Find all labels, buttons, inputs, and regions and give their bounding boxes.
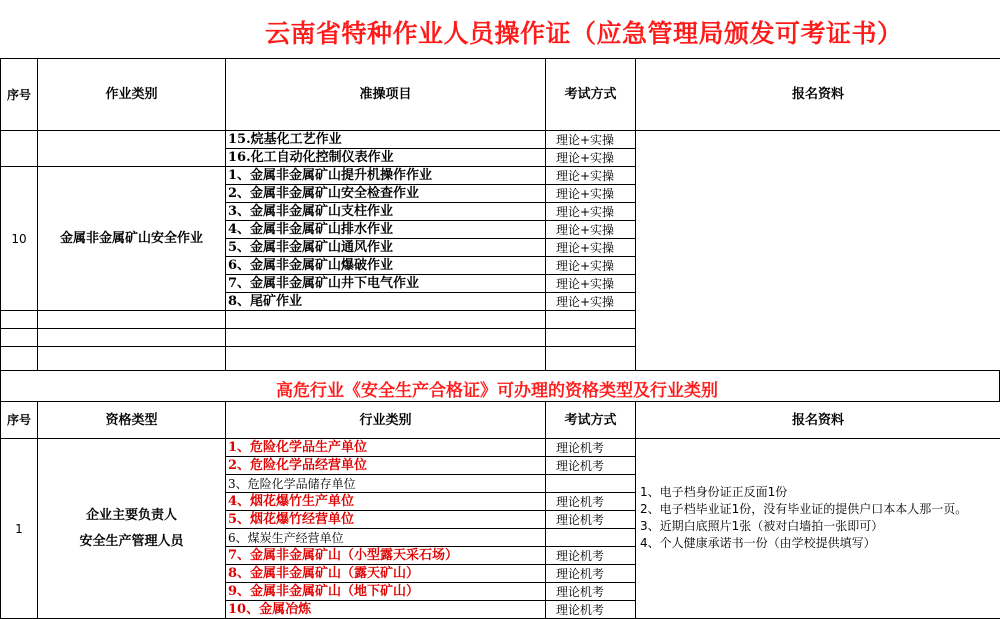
col-header-qualification: 资格类型 [38,402,226,439]
industry-cell: 5、烟花爆竹经营单位 [226,511,546,529]
project-cell: 8、尾矿作业 [226,293,546,311]
method-cell: 理论+实操 [546,257,636,275]
safety-cert-table [0,401,1000,619]
industry-cell: 3、危险化学品储存单位 [226,475,546,493]
col-header-project: 准操项目 [226,59,546,131]
material-item: 1、电子档身份证正反面1份 [640,484,1000,501]
category-cell: 金属非金属矿山安全作业 [38,167,226,311]
col-header-materials: 报名资料 [636,402,1000,439]
project-cell: 1、金属非金属矿山提升机操作作业 [226,167,546,185]
qualification-cell [38,439,226,619]
method-cell: 理论机考 [546,439,636,457]
industry-cell: 1、危险化学品生产单位 [226,439,546,457]
project-cell: 15.烷基化工艺作业 [226,131,546,149]
row-number: 1 [1,439,38,619]
industry-cell: 9、金属非金属矿山（地下矿山） [226,583,546,601]
col-header-industry: 行业类别 [226,402,546,439]
section-title: 高危行业《安全生产合格证》可办理的资格类型及行业类别 [276,376,718,401]
project-cell: 16.化工自动化控制仪表作业 [226,149,546,167]
project-cell: 2、金属非金属矿山安全检查作业 [226,185,546,203]
project-cell: 7、金属非金属矿山井下电气作业 [226,275,546,293]
page-title: 云南省特种作业人员操作证（应急管理局颁发可考证书） [265,14,903,50]
method-cell: 理论+实操 [546,167,636,185]
method-cell: 理论机考 [546,493,636,511]
materials-cell [636,131,1000,371]
section-title-bar [0,370,1000,401]
qualification-line: 企业主要负责人 [38,503,225,529]
method-cell [546,529,636,547]
col-header-method: 考试方式 [546,59,636,131]
project-cell: 3、金属非金属矿山支柱作业 [226,203,546,221]
table-row [1,439,1000,457]
method-cell: 理论机考 [546,547,636,565]
method-cell: 理论+实操 [546,185,636,203]
table-header-row [1,59,1000,131]
page-title-bar [0,0,1000,58]
qualification-line: 安全生产管理人员 [38,529,225,555]
method-cell: 理论+实操 [546,203,636,221]
method-cell: 理论机考 [546,565,636,583]
materials-cell [636,439,1000,619]
project-cell: 4、金属非金属矿山排水作业 [226,221,546,239]
project-cell: 5、金属非金属矿山通风作业 [226,239,546,257]
material-item: 4、个人健康承诺书一份（由学校提供填写） [640,535,1000,552]
industry-cell: 4、烟花爆竹生产单位 [226,493,546,511]
table-header-row [1,402,1000,439]
special-ops-table [0,58,1000,371]
method-cell: 理论+实操 [546,293,636,311]
method-cell: 理论机考 [546,601,636,619]
method-cell: 理论+实操 [546,221,636,239]
project-cell: 6、金属非金属矿山爆破作业 [226,257,546,275]
method-cell [546,475,636,493]
industry-cell: 10、金属冶炼 [226,601,546,619]
table-row [1,131,1000,149]
material-item: 3、近期白底照片1张（被对白墙拍一张即可） [640,518,1000,535]
row-number: 10 [1,167,38,311]
method-cell: 理论+实操 [546,131,636,149]
method-cell: 理论机考 [546,511,636,529]
industry-cell: 7、金属非金属矿山（小型露天采石场） [226,547,546,565]
col-header-materials: 报名资料 [636,59,1000,131]
col-header-category: 作业类别 [38,59,226,131]
col-header-no: 序号 [1,59,38,131]
method-cell: 理论+实操 [546,275,636,293]
method-cell: 理论+实操 [546,149,636,167]
method-cell: 理论机考 [546,583,636,601]
industry-cell: 8、金属非金属矿山（露天矿山） [226,565,546,583]
method-cell: 理论机考 [546,457,636,475]
col-header-method: 考试方式 [546,402,636,439]
industry-cell: 2、危险化学品经营单位 [226,457,546,475]
method-cell: 理论+实操 [546,239,636,257]
industry-cell: 6、煤炭生产经营单位 [226,529,546,547]
material-item: 2、电子档毕业证1份，没有毕业证的提供户口本本人那一页。 [640,501,1000,518]
col-header-no: 序号 [1,402,38,439]
